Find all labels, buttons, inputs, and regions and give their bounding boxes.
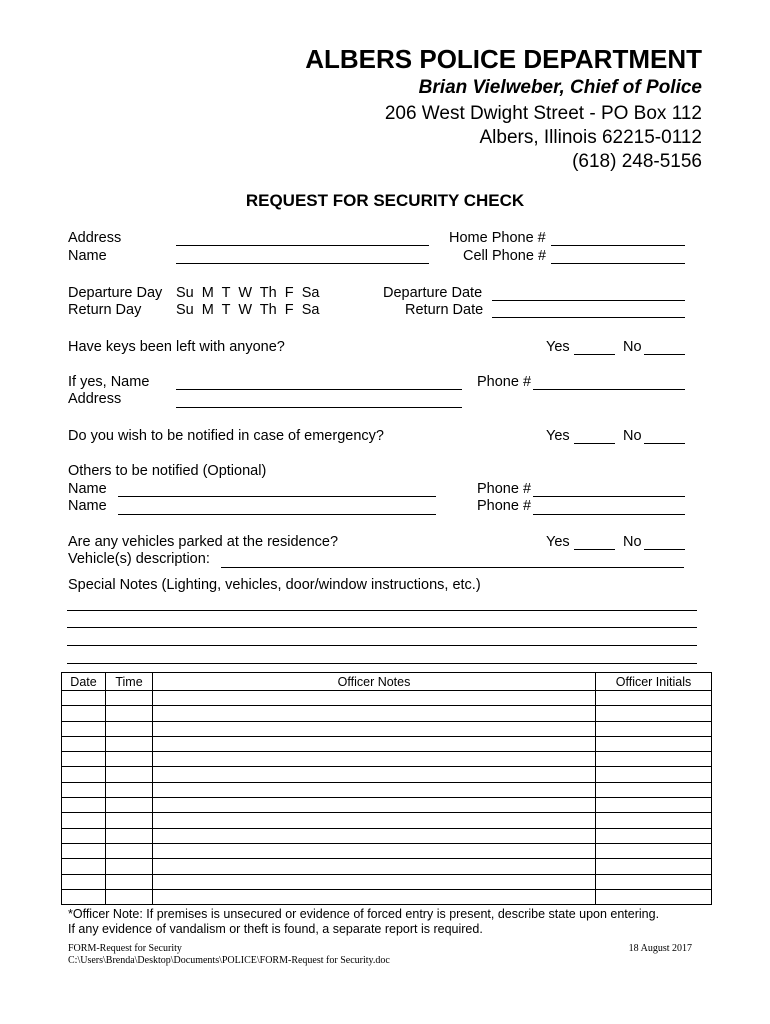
initials-cell[interactable] <box>596 767 712 782</box>
home-phone-field[interactable] <box>551 245 685 246</box>
notes-cell[interactable] <box>153 767 596 782</box>
notes-cell[interactable] <box>153 736 596 751</box>
key-holder-phone-label: Phone # <box>477 374 532 390</box>
document-date: 18 August 2017 <box>628 943 692 954</box>
time-cell[interactable] <box>106 859 153 874</box>
notes-cell[interactable] <box>153 782 596 797</box>
table-row <box>62 782 712 797</box>
time-cell[interactable] <box>106 736 153 751</box>
street-address: 206 West Dwight Street - PO Box 112 <box>384 103 702 124</box>
departure-date-label: Departure Date <box>383 285 483 301</box>
date-cell[interactable] <box>62 828 106 843</box>
vehicles-yes-label: Yes <box>546 534 570 550</box>
notes-cell[interactable] <box>153 798 596 813</box>
special-notes-line-2[interactable] <box>67 627 697 628</box>
special-notes-line-4[interactable] <box>67 663 697 664</box>
if-yes-address-label: Address <box>68 391 122 407</box>
date-cell[interactable] <box>62 843 106 858</box>
other-name-1-label: Name <box>68 481 107 497</box>
vehicles-question: Are any vehicles parked at the residence? <box>68 534 339 550</box>
date-column-header: Date <box>62 673 106 691</box>
initials-cell[interactable] <box>596 736 712 751</box>
table-row <box>62 691 712 706</box>
notes-cell[interactable] <box>153 752 596 767</box>
other-name-2-label: Name <box>68 498 107 514</box>
special-notes-line-1[interactable] <box>67 610 697 611</box>
others-label: Others to be notified (Optional) <box>68 463 267 479</box>
notify-no-label: No <box>623 428 642 444</box>
initials-cell[interactable] <box>596 859 712 874</box>
notes-cell[interactable] <box>153 859 596 874</box>
table-row <box>62 843 712 858</box>
table-row <box>62 752 712 767</box>
time-cell[interactable] <box>106 798 153 813</box>
department-phone: (618) 248-5156 <box>572 151 702 172</box>
name-label: Name <box>68 248 107 264</box>
officer-log-table <box>61 672 712 905</box>
date-cell[interactable] <box>62 889 106 904</box>
notes-cell[interactable] <box>153 706 596 721</box>
time-cell[interactable] <box>106 752 153 767</box>
name-field[interactable] <box>176 263 429 264</box>
officer-note-line-1: *Officer Note: If premises is unsecured or evidence of forced entry is present, describe state upon entering. <box>68 907 660 921</box>
initials-cell[interactable] <box>596 813 712 828</box>
notes-cell[interactable] <box>153 721 596 736</box>
notes-cell[interactable] <box>153 874 596 889</box>
table-row <box>62 859 712 874</box>
date-cell[interactable] <box>62 782 106 797</box>
time-cell[interactable] <box>106 813 153 828</box>
form-title: REQUEST FOR SECURITY CHECK <box>245 191 525 210</box>
time-cell[interactable] <box>106 782 153 797</box>
notify-yes-field[interactable] <box>574 443 615 444</box>
date-cell[interactable] <box>62 798 106 813</box>
date-cell[interactable] <box>62 752 106 767</box>
table-row <box>62 889 712 904</box>
time-cell[interactable] <box>106 706 153 721</box>
table-row <box>62 721 712 736</box>
time-cell[interactable] <box>106 721 153 736</box>
table-row <box>62 828 712 843</box>
date-cell[interactable] <box>62 736 106 751</box>
other-phone-2-field[interactable] <box>533 514 685 515</box>
other-phone-1-label: Phone # <box>477 481 532 497</box>
initials-cell[interactable] <box>596 828 712 843</box>
other-phone-2-label: Phone # <box>477 498 532 514</box>
initials-cell[interactable] <box>596 843 712 858</box>
document-path: C:\Users\Brenda\Desktop\Documents\POLICE\FORM-Request for Security.doc <box>68 955 390 966</box>
time-cell[interactable] <box>106 691 153 706</box>
time-cell[interactable] <box>106 889 153 904</box>
keys-yes-label: Yes <box>546 339 570 355</box>
keys-yes-field[interactable] <box>574 354 615 355</box>
officer-notes-column-header: Officer Notes <box>153 673 596 691</box>
key-holder-address-field[interactable] <box>176 407 462 408</box>
department-name: ALBERS POLICE DEPARTMENT <box>305 44 702 74</box>
address-label: Address <box>68 230 122 246</box>
key-holder-phone-field[interactable] <box>533 389 685 390</box>
officer-initials-column-header: Officer Initials <box>596 673 712 691</box>
date-cell[interactable] <box>62 767 106 782</box>
vehicles-no-field[interactable] <box>644 549 685 550</box>
initials-cell[interactable] <box>596 782 712 797</box>
initials-cell[interactable] <box>596 691 712 706</box>
other-name-1-field[interactable] <box>118 496 436 497</box>
time-cell[interactable] <box>106 843 153 858</box>
home-phone-label: Home Phone # <box>449 230 546 246</box>
time-column-header: Time <box>106 673 153 691</box>
vehicles-no-label: No <box>623 534 642 550</box>
return-day-label: Return Day <box>68 302 142 318</box>
date-cell[interactable] <box>62 874 106 889</box>
notes-cell[interactable] <box>153 843 596 858</box>
time-cell[interactable] <box>106 767 153 782</box>
table-row <box>62 798 712 813</box>
cell-phone-label: Cell Phone # <box>463 248 547 264</box>
key-holder-name-field[interactable] <box>176 389 462 390</box>
table-header-row <box>62 673 712 691</box>
date-cell[interactable] <box>62 721 106 736</box>
other-name-2-field[interactable] <box>118 514 436 515</box>
initials-cell[interactable] <box>596 874 712 889</box>
notify-yes-label: Yes <box>546 428 570 444</box>
departure-day-label: Departure Day <box>68 285 163 301</box>
officer-note-line-2: If any evidence of vandalism or theft is found, a separate report is required. <box>68 922 483 936</box>
notes-cell[interactable] <box>153 691 596 706</box>
table-row <box>62 706 712 721</box>
special-notes-line-3[interactable] <box>67 645 697 646</box>
return-day-options[interactable]: Su M T W Th F Sa <box>176 302 320 318</box>
date-cell[interactable] <box>62 813 106 828</box>
date-cell[interactable] <box>62 691 106 706</box>
initials-cell[interactable] <box>596 752 712 767</box>
initials-cell[interactable] <box>596 721 712 736</box>
departure-date-field[interactable] <box>492 300 685 301</box>
address-field[interactable] <box>176 245 429 246</box>
time-cell[interactable] <box>106 828 153 843</box>
form-name: FORM-Request for Security <box>68 943 182 954</box>
departure-day-options[interactable]: Su M T W Th F Sa <box>176 285 320 301</box>
vehicle-description-field[interactable] <box>221 567 684 568</box>
notes-cell[interactable] <box>153 889 596 904</box>
table-row <box>62 767 712 782</box>
special-notes-label: Special Notes (Lighting, vehicles, door/window instructions, etc.) <box>68 577 481 593</box>
city-address: Albers, Illinois 62215-0112 <box>479 127 702 148</box>
table-row <box>62 874 712 889</box>
cell-phone-field[interactable] <box>551 263 685 264</box>
keys-no-label: No <box>623 339 642 355</box>
notify-no-field[interactable] <box>644 443 685 444</box>
date-cell[interactable] <box>62 859 106 874</box>
keys-no-field[interactable] <box>644 354 685 355</box>
time-cell[interactable] <box>106 874 153 889</box>
if-yes-name-label: If yes, Name <box>68 374 150 390</box>
notes-cell[interactable] <box>153 828 596 843</box>
initials-cell[interactable] <box>596 889 712 904</box>
notes-cell[interactable] <box>153 813 596 828</box>
vehicle-description-label: Vehicle(s) description: <box>68 551 210 567</box>
chief-name: Brian Vielweber, Chief of Police <box>418 77 702 98</box>
vehicles-yes-field[interactable] <box>574 549 615 550</box>
date-cell[interactable] <box>62 706 106 721</box>
table-row <box>62 736 712 751</box>
keys-question: Have keys been left with anyone? <box>68 339 285 355</box>
table-row <box>62 813 712 828</box>
other-phone-1-field[interactable] <box>533 496 685 497</box>
return-date-field[interactable] <box>492 317 685 318</box>
return-date-label: Return Date <box>405 302 484 318</box>
initials-cell[interactable] <box>596 706 712 721</box>
initials-cell[interactable] <box>596 798 712 813</box>
notify-question: Do you wish to be notified in case of emergency? <box>68 428 384 444</box>
